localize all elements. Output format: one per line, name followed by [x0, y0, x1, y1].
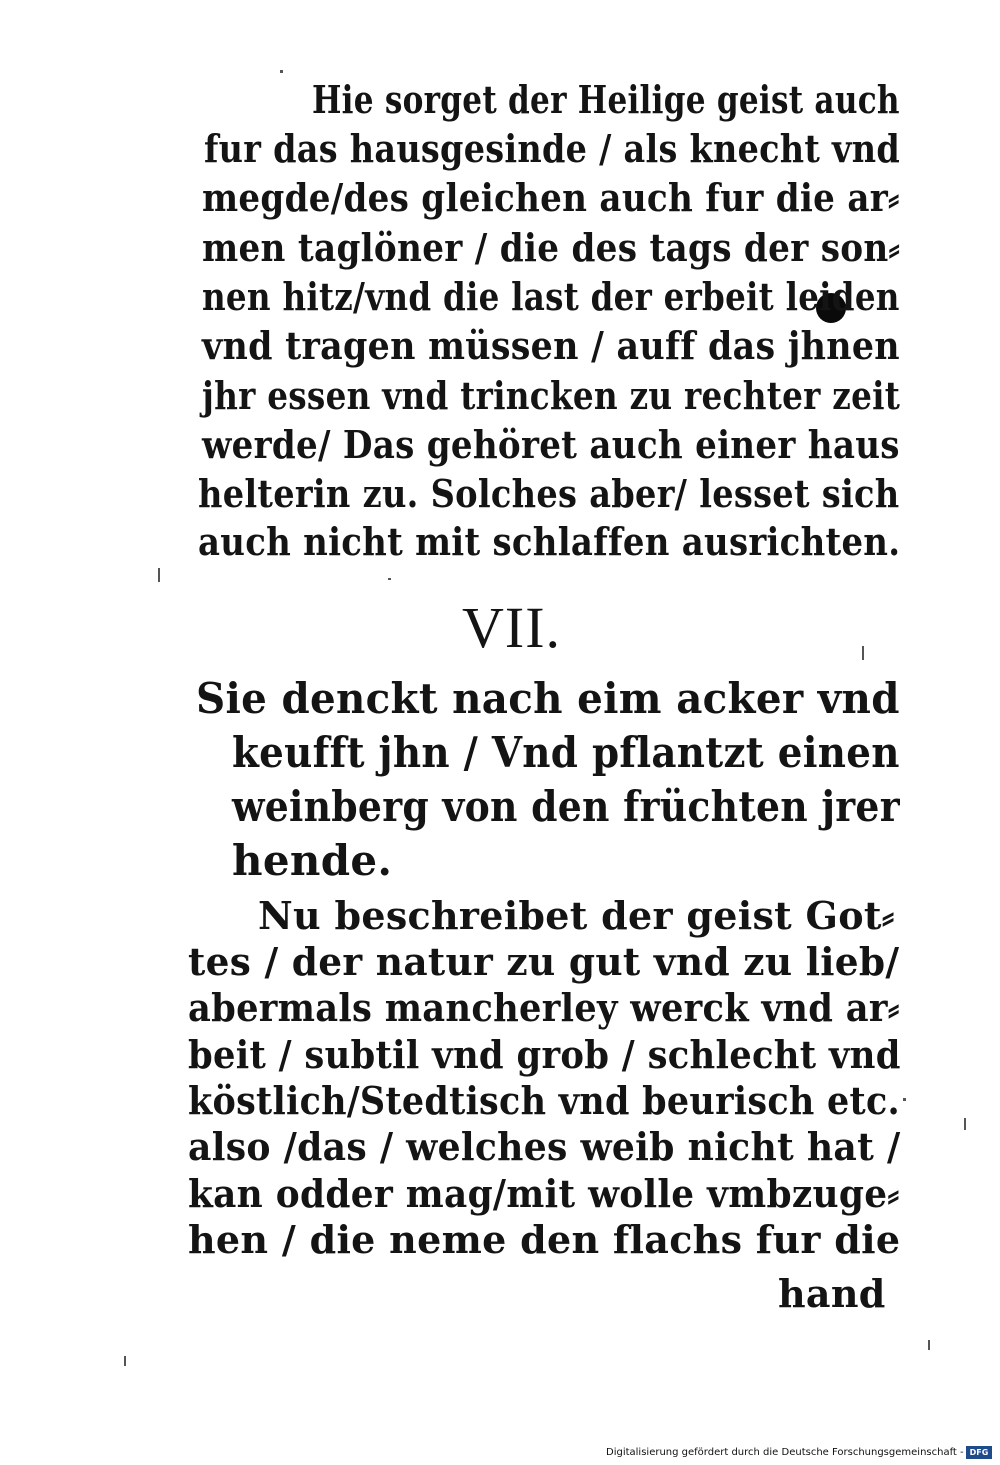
- paragraph1-line: werde/ Das gehöret auch einer haus: [202, 422, 900, 467]
- paragraph1-line: nen hitz/vnd die last der erbeit leiden: [202, 274, 900, 319]
- verse-line: hende.: [232, 836, 393, 885]
- paragraph2-line: kan odder mag/mit wolle vmbzuge⸗: [188, 1171, 900, 1216]
- paragraph2-line: beit / subtil vnd grob / schlecht vnd: [188, 1032, 901, 1077]
- paragraph2-line: köstlich/Stedtisch vnd beurisch etc.: [188, 1078, 900, 1123]
- paragraph2-line: abermals mancherley werck vnd ar⸗: [188, 985, 900, 1030]
- scan-speck: [124, 1356, 126, 1366]
- paragraph1-line: fur das hausgesinde / als knecht vnd: [204, 126, 901, 171]
- scan-speck: [928, 1340, 930, 1350]
- scan-speck: [388, 578, 391, 580]
- paragraph2-line: hand: [778, 1271, 886, 1316]
- verse-line: weinberg von den früchten jrer: [232, 782, 900, 831]
- paragraph1-line: jhr essen vnd trincken zu rechter zeit: [202, 373, 901, 418]
- verse-line: Sie denckt nach eim acker vnd: [196, 674, 900, 723]
- scan-speck: [862, 646, 864, 660]
- scan-speck: [280, 70, 283, 73]
- paragraph1-line: vnd tragen müssen / auff das jhnen: [202, 323, 900, 368]
- paragraph2-line: Nu beschreibet der geist Got⸗: [258, 893, 895, 938]
- paragraph1-line: men taglöner / die des tags der son⸗: [202, 225, 901, 270]
- paragraph2-line: tes / der natur zu gut vnd zu lieb/: [188, 939, 900, 984]
- chapter-number: VII.: [462, 595, 562, 660]
- paragraph2-line: hen / die neme den flachs fur die: [188, 1217, 901, 1262]
- paragraph2-line: also /das / welches weib nicht hat /: [188, 1124, 901, 1169]
- scan-speck: [903, 1098, 906, 1101]
- verse-line: keufft jhn / Vnd pflantzt einen: [232, 728, 900, 777]
- paragraph1-line: helterin zu. Solches aber/ lesset sich: [198, 471, 900, 516]
- digitization-credit: Digitalisierung gefördert durch die Deutsche Forschungsgemeinschaft -: [606, 1447, 964, 1458]
- dfg-logo: DFG: [966, 1446, 992, 1459]
- paragraph1-line: megde/des gleichen auch fur die ar⸗: [202, 175, 900, 220]
- paragraph1-line: auch nicht mit schlaffen ausrichten.: [198, 519, 901, 564]
- scan-speck: [964, 1118, 966, 1130]
- scan-speck: [158, 568, 160, 582]
- paragraph1-line: Hie sorget der Heilige geist auch: [312, 77, 900, 122]
